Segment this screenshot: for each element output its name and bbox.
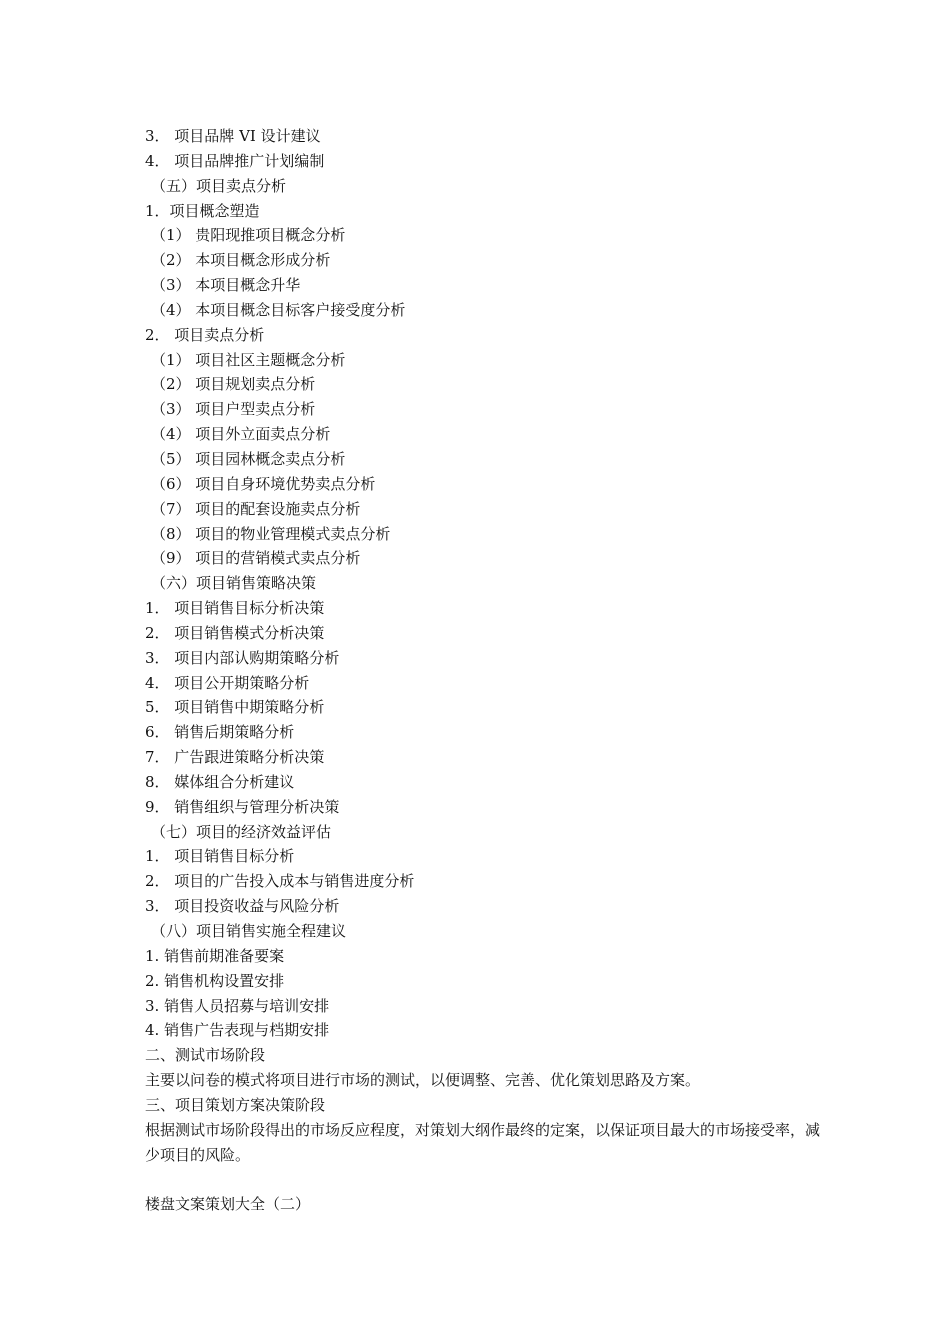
outline-line: 1. 销售前期准备要案 bbox=[145, 946, 285, 965]
outline-line: （2） 本项目概念形成分析 bbox=[151, 251, 331, 270]
outline-line: （3） 项目户型卖点分析 bbox=[151, 400, 316, 419]
outline-line: （3） 本项目概念升华 bbox=[151, 276, 301, 295]
outline-line: （1） 项目社区主题概念分析 bbox=[151, 350, 346, 369]
outline-line: （4） 项目外立面卖点分析 bbox=[151, 425, 331, 444]
outline-line: （6） 项目自身环境优势卖点分析 bbox=[151, 474, 376, 493]
document-page bbox=[145, 124, 825, 1217]
outline-line: （7） 项目的配套设施卖点分析 bbox=[151, 499, 361, 518]
next-section-title: 楼盘文案策划大全（二） bbox=[145, 1195, 311, 1214]
outline-line: 4． 项目公开期策略分析 bbox=[145, 673, 310, 692]
outline-line: 3. 销售人员招募与培训安排 bbox=[145, 996, 330, 1015]
outline-line: 1． 项目销售目标分析 bbox=[145, 847, 295, 866]
blank-line bbox=[145, 1167, 825, 1192]
outline-line: 3． 项目投资收益与风险分析 bbox=[145, 897, 340, 916]
outline-line: 二、测试市场阶段 bbox=[145, 1046, 266, 1065]
outline-line: 9． 销售组织与管理分析决策 bbox=[145, 797, 340, 816]
outline-line: 1．项目概念塑造 bbox=[145, 201, 260, 220]
outline-line: （4） 本项目概念目标客户接受度分析 bbox=[151, 300, 406, 319]
outline-line: 4． 项目品牌推广计划编制 bbox=[145, 151, 325, 170]
conclusion-paragraph: 根据测试市场阶段得出的市场反应程度，对策划大纲作最终的定案，以保证项目最大的市场接受率，减少项目的风险。 bbox=[145, 1120, 821, 1164]
outline-line: 2． 项目卖点分析 bbox=[145, 325, 265, 344]
outline-line: （2） 项目规划卖点分析 bbox=[151, 375, 316, 394]
outline-line: 3． 项目内部认购期策略分析 bbox=[145, 648, 340, 667]
outline-line: 2． 项目的广告投入成本与销售进度分析 bbox=[145, 872, 415, 891]
outline-line: 6． 销售后期策略分析 bbox=[145, 723, 295, 742]
outline-line: 1． 项目销售目标分析决策 bbox=[145, 599, 325, 618]
outline-line: （5） 项目园林概念卖点分析 bbox=[151, 449, 346, 468]
outline-line: （1） 贵阳现推项目概念分析 bbox=[151, 226, 346, 245]
outline-line: （五）项目卖点分析 bbox=[151, 176, 287, 195]
outline-line: 主要以问卷的模式将项目进行市场的测试，以便调整、完善、优化策划思路及方案。 bbox=[145, 1071, 701, 1090]
outline-line: 2． 项目销售模式分析决策 bbox=[145, 623, 325, 642]
outline-line: 7． 广告跟进策略分析决策 bbox=[145, 748, 325, 767]
outline-line: 2. 销售机构设置安排 bbox=[145, 971, 285, 990]
outline-line: （八）项目销售实施全程建议 bbox=[151, 922, 347, 940]
outline-line: 3． 项目品牌 VI 设计建议 bbox=[145, 127, 321, 145]
outline-line: （9） 项目的营销模式卖点分析 bbox=[151, 549, 361, 568]
outline-line: （8） 项目的物业管理模式卖点分析 bbox=[151, 524, 391, 543]
outline-line: 5． 项目销售中期策略分析 bbox=[145, 698, 325, 717]
outline-line: （六）项目销售策略决策 bbox=[151, 574, 317, 593]
outline-line: 三、项目策划方案决策阶段 bbox=[145, 1095, 326, 1114]
outline-line: 4. 销售广告表现与档期安排 bbox=[145, 1021, 330, 1040]
outline-list bbox=[145, 124, 825, 1118]
outline-line: 8． 媒体组合分析建议 bbox=[145, 772, 295, 791]
outline-line: （七）项目的经济效益评估 bbox=[151, 822, 332, 841]
